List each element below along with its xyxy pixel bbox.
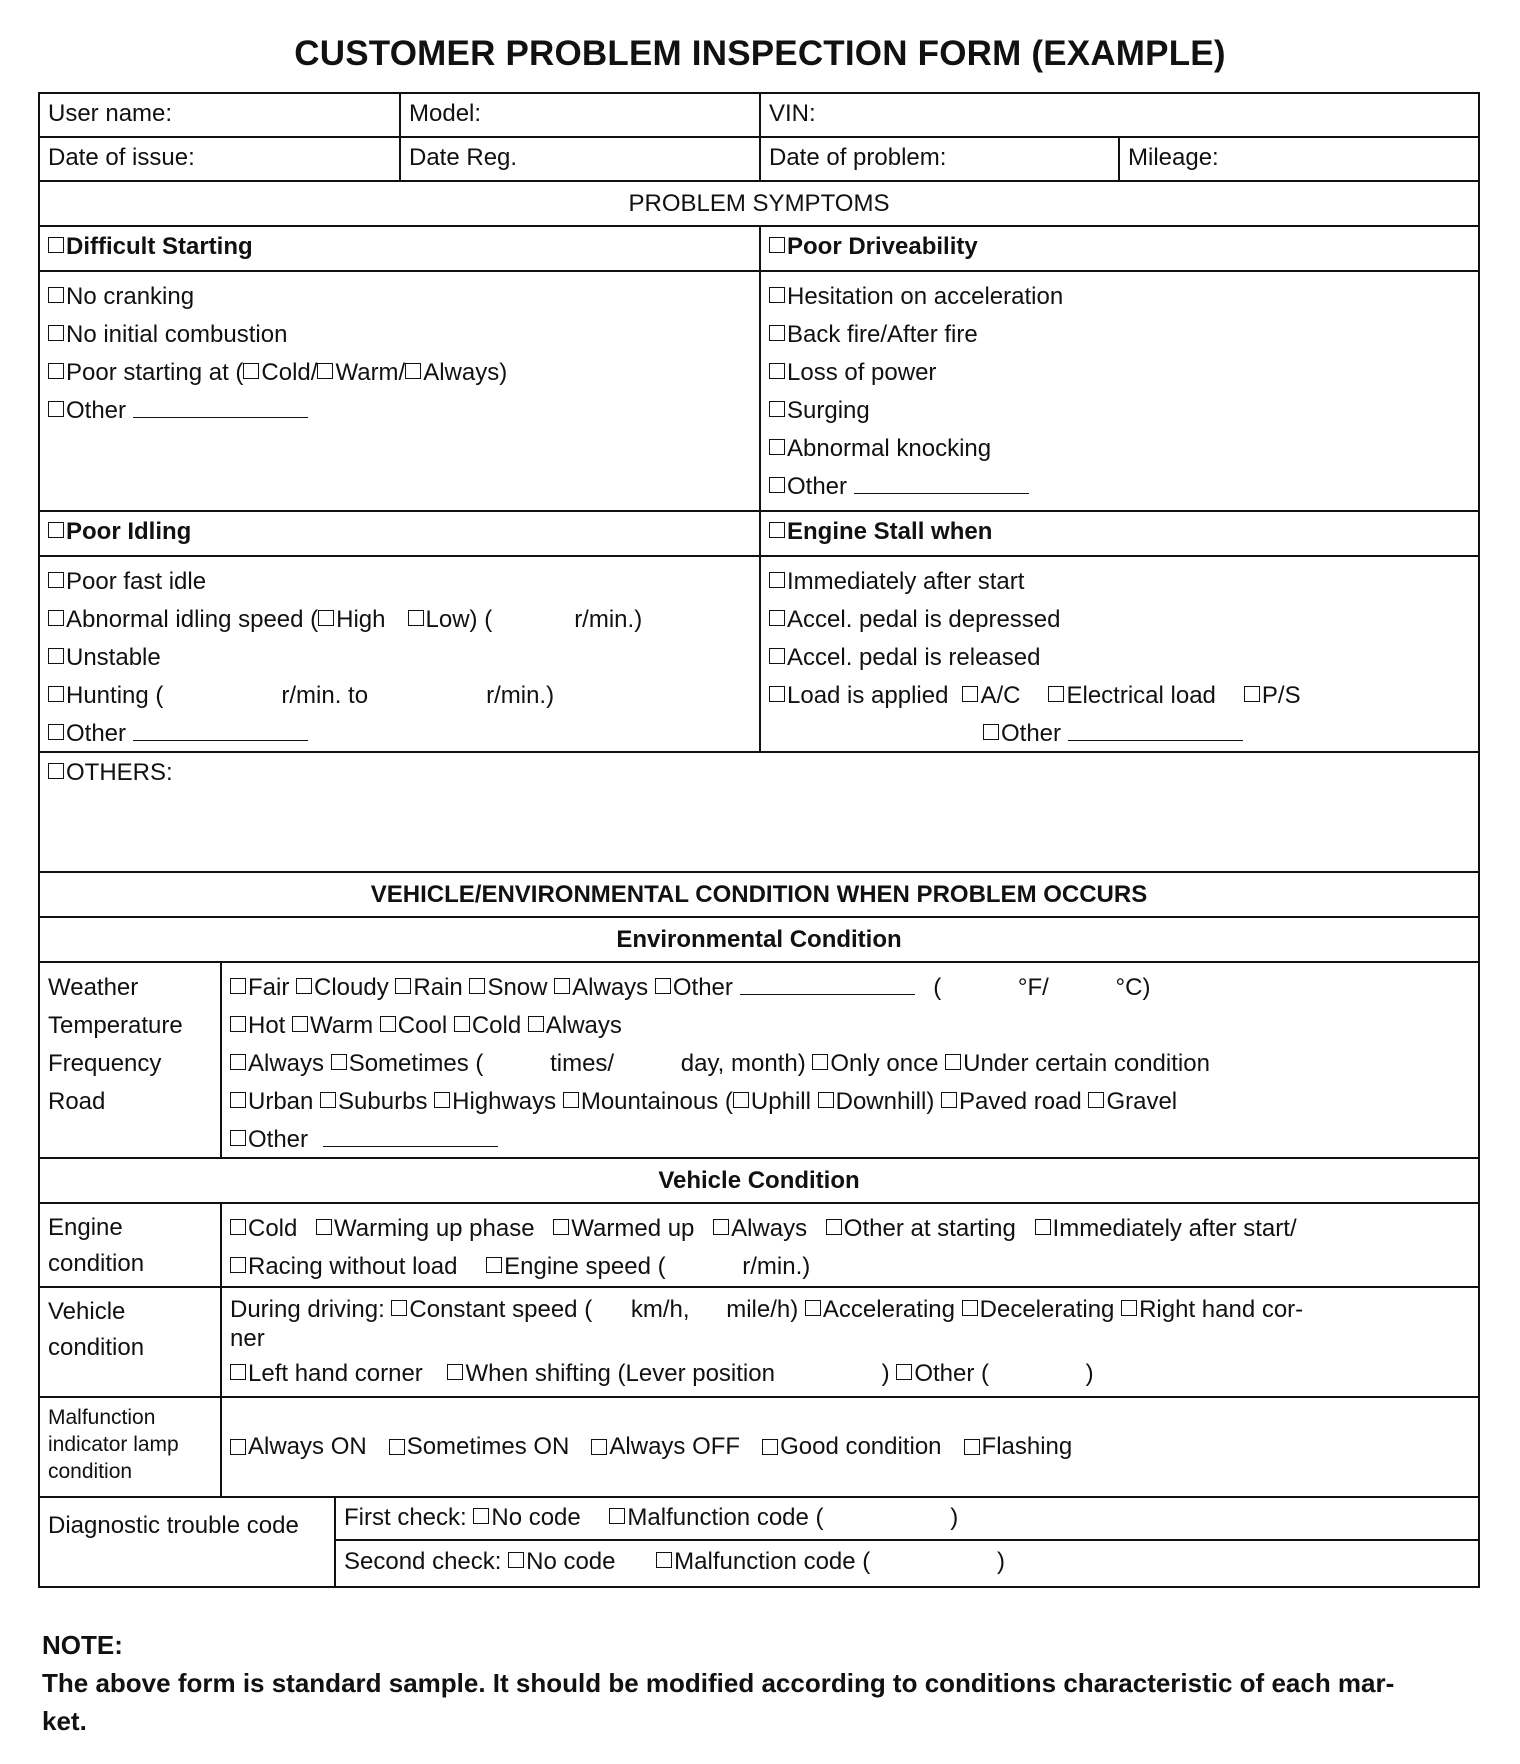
checkbox-icon[interactable]	[528, 1016, 544, 1032]
option-label: Other	[66, 720, 127, 747]
checkbox-icon[interactable]	[230, 1016, 246, 1032]
option-label: Constant speed (	[409, 1296, 593, 1323]
option-label: Unstable	[66, 644, 161, 671]
vehicle-condition-title: Vehicle Condition	[658, 1166, 860, 1194]
checkbox-icon[interactable]	[733, 1092, 749, 1108]
option-label: Always OFF	[609, 1433, 741, 1460]
option-label: Flashing	[981, 1433, 1073, 1460]
option-label: Rain	[413, 974, 463, 1001]
checkbox-icon	[769, 401, 785, 417]
checkbox-icon	[48, 763, 64, 779]
others-label: OTHERS:	[66, 759, 173, 786]
option-label: )	[881, 1360, 890, 1387]
checkbox-icon	[48, 363, 64, 379]
poor-driveability-checkbox[interactable]	[761, 227, 1478, 270]
header-row-1	[40, 94, 1478, 138]
accel-depressed-option[interactable]	[769, 601, 1470, 639]
back-fire-option[interactable]	[769, 316, 1470, 354]
option-label: Always)	[423, 359, 508, 386]
checkbox-icon[interactable]	[762, 1439, 778, 1455]
vehicle-options-line-3	[230, 1356, 1470, 1392]
option-label: Only once	[830, 1050, 939, 1077]
option-label: Warming up phase	[334, 1215, 535, 1242]
engine-stall-other-option[interactable]	[769, 715, 1470, 753]
checkbox-icon[interactable]	[454, 1016, 470, 1032]
dtc-label: Diagnostic trouble code	[40, 1498, 336, 1586]
checkbox-icon[interactable]	[1088, 1092, 1104, 1108]
engine-stall-items	[761, 557, 1478, 751]
road-options	[230, 1083, 1470, 1121]
mileage-field[interactable]	[1120, 138, 1478, 180]
option-label: Good condition	[780, 1433, 942, 1460]
date-of-problem-label: Date of problem:	[769, 144, 947, 171]
checkbox-icon[interactable]	[812, 1054, 828, 1070]
option-label: Other	[672, 974, 733, 1001]
option-label: Abnormal knocking	[787, 435, 992, 462]
option-label: km/h,	[630, 1296, 690, 1323]
vehicle-condition-label: Vehicle condition	[40, 1288, 222, 1396]
poor-driveability-title: Poor Driveability	[787, 233, 978, 260]
checkbox-icon[interactable]	[1035, 1219, 1051, 1235]
weather-label: Weather	[48, 974, 139, 1001]
symptoms-items-row-2	[40, 557, 1478, 753]
checkbox-icon[interactable]	[318, 610, 334, 626]
option-label: Abnormal idling speed (	[66, 606, 319, 633]
vin-label: VIN:	[769, 100, 816, 127]
checkbox-icon[interactable]	[1244, 686, 1260, 702]
poor-driveability-other-option[interactable]	[769, 468, 1470, 506]
road-label: Road	[48, 1088, 106, 1115]
checkbox-icon[interactable]	[230, 1054, 246, 1070]
checkbox-icon	[769, 237, 785, 253]
option-label: Poor starting at (	[66, 359, 244, 386]
option-label: r/min.)	[574, 606, 643, 633]
note-text: The above form is standard sample. It should be modified according to conditions characteristic of each mar-	[42, 1668, 1395, 1698]
model-field[interactable]	[401, 94, 761, 136]
unstable-option[interactable]	[48, 639, 751, 677]
option-label: Decelerating	[979, 1296, 1115, 1323]
poor-idling-title: Poor Idling	[66, 518, 192, 545]
checkbox-icon[interactable]	[591, 1439, 607, 1455]
note-label: NOTE:	[42, 1630, 123, 1660]
checkbox-icon[interactable]	[316, 1219, 332, 1235]
user-name-field[interactable]	[40, 94, 401, 136]
note-section	[42, 1626, 1482, 1740]
checkbox-icon[interactable]	[655, 978, 671, 994]
checkbox-icon[interactable]	[469, 978, 485, 994]
checkbox-icon[interactable]	[408, 610, 424, 626]
option-label: Electrical load	[1066, 682, 1216, 709]
option-label: Paved road	[959, 1088, 1082, 1115]
option-label: Second check:	[344, 1548, 509, 1575]
option-label: Mountainous (	[580, 1088, 733, 1115]
checkbox-icon[interactable]	[1121, 1300, 1137, 1316]
checkbox-icon	[48, 401, 64, 417]
frequency-options	[230, 1045, 1470, 1083]
mil-label: Malfunction indicator lamp condition	[40, 1398, 222, 1496]
option-label: day, month)	[680, 1050, 806, 1077]
abnormal-idling-speed-option[interactable]	[48, 601, 751, 639]
checkbox-icon[interactable]	[405, 363, 421, 379]
date-reg-field[interactable]	[401, 138, 761, 180]
option-label: Cloudy	[314, 974, 389, 1001]
option-label: °F/	[1017, 974, 1049, 1001]
option-label: Malfunction code (	[627, 1504, 824, 1531]
option-label: First check:	[344, 1504, 474, 1531]
note-text-continued: ket.	[42, 1706, 87, 1736]
option-label: Left hand corner	[248, 1360, 423, 1387]
option-label: Other	[248, 1126, 309, 1153]
option-label: Under certain condition	[963, 1050, 1210, 1077]
others-field[interactable]	[40, 753, 1478, 871]
env-options	[222, 963, 1478, 1157]
date-reg-label: Date Reg.	[409, 144, 518, 171]
option-label: Warmed up	[571, 1215, 695, 1242]
hunting-option[interactable]	[48, 677, 751, 715]
weather-options	[230, 969, 1470, 1007]
option-label: Snow	[487, 974, 548, 1001]
option-label: A/C	[980, 682, 1021, 709]
option-label: Accel. pedal is released	[787, 644, 1041, 671]
option-label: Other at starting	[843, 1215, 1016, 1242]
checkbox-icon	[48, 325, 64, 341]
abnormal-knocking-option[interactable]	[769, 430, 1470, 468]
option-label: ner	[230, 1325, 265, 1352]
checkbox-icon[interactable]	[292, 1016, 308, 1032]
env-labels	[40, 963, 222, 1157]
checkbox-icon	[769, 610, 785, 626]
accel-released-option[interactable]	[769, 639, 1470, 677]
option-label: No initial combustion	[66, 321, 288, 348]
poor-idling-checkbox[interactable]	[40, 512, 761, 555]
checkbox-icon	[769, 325, 785, 341]
checkbox-icon[interactable]	[317, 363, 333, 379]
option-label: No code	[491, 1504, 581, 1531]
option-label: Urban	[248, 1088, 314, 1115]
option-label: Loss of power	[787, 359, 937, 386]
checkbox-icon[interactable]	[896, 1364, 912, 1380]
checkbox-icon	[230, 1130, 246, 1146]
dtc-second-check	[336, 1541, 1478, 1586]
load-applied-option[interactable]	[769, 677, 1470, 715]
option-label: r/min.)	[486, 682, 555, 709]
checkbox-icon	[48, 648, 64, 664]
engine-options-line-2	[230, 1248, 1470, 1286]
option-label: Always ON	[248, 1433, 367, 1460]
checkbox-icon	[48, 287, 64, 303]
option-label: Racing without load	[248, 1253, 458, 1280]
checkbox-icon[interactable]	[473, 1508, 489, 1524]
checkbox-icon[interactable]	[486, 1257, 502, 1273]
option-label: Hot	[248, 1012, 286, 1039]
inspection-form	[38, 92, 1480, 1588]
checkbox-icon[interactable]	[447, 1364, 463, 1380]
checkbox-icon[interactable]	[962, 1300, 978, 1316]
checkbox-icon[interactable]	[508, 1552, 524, 1568]
checkbox-icon	[769, 287, 785, 303]
checkbox-icon[interactable]	[320, 1092, 336, 1108]
option-label: Other	[787, 473, 848, 500]
option-label: Highways	[452, 1088, 557, 1115]
no-initial-combustion-option[interactable]	[48, 316, 751, 354]
option-label: When shifting (Lever position	[465, 1360, 775, 1387]
checkbox-icon[interactable]	[553, 1219, 569, 1235]
option-label: Immediately after start	[787, 568, 1025, 595]
checkbox-icon	[769, 648, 785, 664]
option-label: Malfunction code (	[674, 1548, 871, 1575]
option-label: Downhill)	[835, 1088, 935, 1115]
env-condition-title: Environmental Condition	[616, 925, 902, 953]
option-label: Warm/	[335, 359, 406, 386]
option-label: (	[933, 974, 942, 1001]
vehicle-options-line-1	[230, 1294, 1470, 1322]
poor-driveability-items	[761, 272, 1478, 510]
checkbox-icon[interactable]	[805, 1300, 821, 1316]
symptoms-title-row-1	[40, 227, 1478, 272]
option-label: Fair	[248, 974, 290, 1001]
vehicle-env-heading	[40, 873, 1478, 918]
dtc-first-check	[336, 1498, 1478, 1541]
other-blank[interactable]	[1068, 716, 1243, 741]
checkbox-icon[interactable]	[713, 1219, 729, 1235]
dtc-checks	[336, 1498, 1478, 1586]
engine-condition-row	[40, 1204, 1478, 1288]
vin-field[interactable]	[761, 94, 1478, 136]
option-label: r/min.)	[742, 1253, 811, 1280]
checkbox-icon	[769, 363, 785, 379]
option-label: Always	[572, 974, 649, 1001]
other-blank[interactable]	[323, 1122, 498, 1147]
difficult-starting-items	[40, 272, 761, 510]
checkbox-icon[interactable]	[331, 1054, 347, 1070]
checkbox-icon[interactable]	[230, 1364, 246, 1380]
checkbox-icon[interactable]	[1048, 686, 1064, 702]
option-label: P/S	[1261, 682, 1301, 709]
option-label: )	[950, 1504, 959, 1531]
others-row	[40, 753, 1478, 873]
header-row-2	[40, 138, 1478, 182]
hesitation-option[interactable]	[769, 278, 1470, 316]
problem-symptoms-heading	[40, 182, 1478, 227]
checkbox-icon	[48, 610, 64, 626]
checkbox-icon[interactable]	[389, 1439, 405, 1455]
option-label: Hesitation on acceleration	[787, 283, 1064, 310]
option-label: Cold/	[261, 359, 318, 386]
checkbox-icon	[48, 572, 64, 588]
mil-options	[222, 1398, 1478, 1496]
option-label: Other	[66, 397, 127, 424]
option-label: High	[336, 606, 386, 633]
option-label: Poor fast idle	[66, 568, 207, 595]
option-label: )	[996, 1548, 1005, 1575]
frequency-label: Frequency	[48, 1050, 162, 1077]
option-label: Always	[248, 1050, 325, 1077]
option-label: )	[1085, 1360, 1094, 1387]
option-label: Uphill	[750, 1088, 811, 1115]
form-title: CUSTOMER PROBLEM INSPECTION FORM (EXAMPLE)	[294, 34, 1226, 73]
option-label: Surging	[787, 397, 870, 424]
vehicle-condition-options	[222, 1288, 1478, 1396]
checkbox-icon[interactable]	[243, 363, 259, 379]
option-label: Hunting (	[66, 682, 164, 709]
option-label: Accel. pedal is depressed	[787, 606, 1061, 633]
option-label: Sometimes ON	[406, 1433, 570, 1460]
user-name-label: User name:	[48, 100, 173, 127]
option-label: °C)	[1115, 974, 1151, 1001]
no-cranking-option[interactable]	[48, 278, 751, 316]
date-of-problem-field[interactable]	[761, 138, 1120, 180]
vehicle-env-title: VEHICLE/ENVIRONMENTAL CONDITION WHEN PROBLEM OCCURS	[370, 880, 1148, 908]
option-label: times/	[550, 1050, 615, 1077]
checkbox-icon[interactable]	[230, 1092, 246, 1108]
difficult-starting-title: Difficult Starting	[66, 233, 253, 260]
checkbox-icon[interactable]	[395, 978, 411, 994]
checkbox-icon	[983, 724, 999, 740]
checkbox-icon[interactable]	[391, 1300, 407, 1316]
option-label: Cold	[248, 1215, 298, 1242]
checkbox-icon	[769, 522, 785, 538]
option-label: Always	[731, 1215, 808, 1242]
checkbox-icon[interactable]	[230, 1439, 246, 1455]
vehicle-condition-heading	[40, 1159, 1478, 1204]
option-label: Accelerating	[822, 1296, 955, 1323]
other-blank[interactable]	[133, 716, 308, 741]
checkbox-icon[interactable]	[563, 1092, 579, 1108]
option-label: Engine speed (	[504, 1253, 666, 1280]
mil-row	[40, 1398, 1478, 1498]
option-label: During driving:	[230, 1296, 392, 1323]
engine-stall-title: Engine Stall when	[787, 518, 993, 545]
option-label: Warm	[310, 1012, 374, 1039]
option-label: Other (	[914, 1360, 989, 1387]
date-of-issue-label: Date of issue:	[48, 144, 195, 171]
option-label: mile/h)	[726, 1296, 799, 1323]
option-label: Right hand cor-	[1139, 1296, 1304, 1323]
checkbox-icon	[769, 477, 785, 493]
other-blank[interactable]	[854, 469, 1029, 494]
checkbox-icon[interactable]	[818, 1092, 834, 1108]
road-other-option[interactable]	[230, 1121, 1470, 1159]
surging-option[interactable]	[769, 392, 1470, 430]
poor-idling-items	[40, 557, 761, 751]
checkbox-icon	[769, 686, 785, 702]
mileage-label: Mileage:	[1128, 144, 1219, 171]
option-label: Low) (	[425, 606, 493, 633]
env-condition-heading	[40, 918, 1478, 963]
symptoms-items-row-1	[40, 272, 1478, 512]
checkbox-icon[interactable]	[964, 1439, 980, 1455]
temperature-options	[230, 1007, 1470, 1045]
dtc-row	[40, 1498, 1478, 1586]
checkbox-icon[interactable]	[941, 1092, 957, 1108]
problem-symptoms-title: PROBLEM SYMPTOMS	[628, 189, 890, 217]
checkbox-icon	[769, 439, 785, 455]
symptoms-title-row-2	[40, 512, 1478, 557]
date-of-issue-field[interactable]	[40, 138, 401, 180]
checkbox-icon[interactable]	[380, 1016, 396, 1032]
checkbox-icon[interactable]	[656, 1552, 672, 1568]
difficult-starting-checkbox[interactable]	[40, 227, 761, 270]
checkbox-icon[interactable]	[962, 686, 978, 702]
env-condition-row	[40, 963, 1478, 1159]
checkbox-icon	[769, 572, 785, 588]
vehicle-condition-row	[40, 1288, 1478, 1398]
immediately-after-start-option[interactable]	[769, 563, 1470, 601]
option-label: Other	[1001, 720, 1062, 747]
checkbox-icon[interactable]	[230, 978, 246, 994]
option-label: Cold	[471, 1012, 522, 1039]
checkbox-icon[interactable]	[826, 1219, 842, 1235]
checkbox-icon[interactable]	[609, 1508, 625, 1524]
checkbox-icon[interactable]	[554, 978, 570, 994]
model-label: Model:	[409, 100, 482, 127]
option-label: Sometimes (	[348, 1050, 484, 1077]
option-label: Always	[545, 1012, 622, 1039]
engine-options-line-1	[230, 1210, 1470, 1248]
engine-condition-options	[222, 1204, 1478, 1286]
checkbox-icon	[48, 237, 64, 253]
poor-starting-option[interactable]	[48, 354, 751, 392]
checkbox-icon	[48, 522, 64, 538]
checkbox-icon[interactable]	[230, 1257, 246, 1273]
option-label: No code	[526, 1548, 616, 1575]
poor-fast-idle-option[interactable]	[48, 563, 751, 601]
loss-of-power-option[interactable]	[769, 354, 1470, 392]
poor-idling-other-option[interactable]	[48, 715, 751, 753]
checkbox-icon[interactable]	[945, 1054, 961, 1070]
difficult-starting-other-option[interactable]	[48, 392, 751, 430]
other-blank[interactable]	[740, 970, 915, 995]
option-label: Suburbs	[338, 1088, 428, 1115]
option-label: Back fire/After fire	[787, 321, 978, 348]
checkbox-icon[interactable]	[230, 1219, 246, 1235]
checkbox-icon	[48, 724, 64, 740]
option-label: r/min. to	[281, 682, 369, 709]
option-label: Cool	[397, 1012, 448, 1039]
engine-condition-label: Engine condition	[40, 1204, 222, 1286]
other-blank[interactable]	[133, 393, 308, 418]
checkbox-icon	[48, 686, 64, 702]
checkbox-icon[interactable]	[296, 978, 312, 994]
checkbox-icon[interactable]	[434, 1092, 450, 1108]
engine-stall-checkbox[interactable]	[761, 512, 1478, 555]
temperature-label: Temperature	[48, 1012, 183, 1039]
option-label: Immediately after start/	[1052, 1215, 1297, 1242]
option-label: Gravel	[1106, 1088, 1178, 1115]
option-label: No cranking	[66, 283, 195, 310]
option-label: Load is applied	[787, 682, 949, 709]
